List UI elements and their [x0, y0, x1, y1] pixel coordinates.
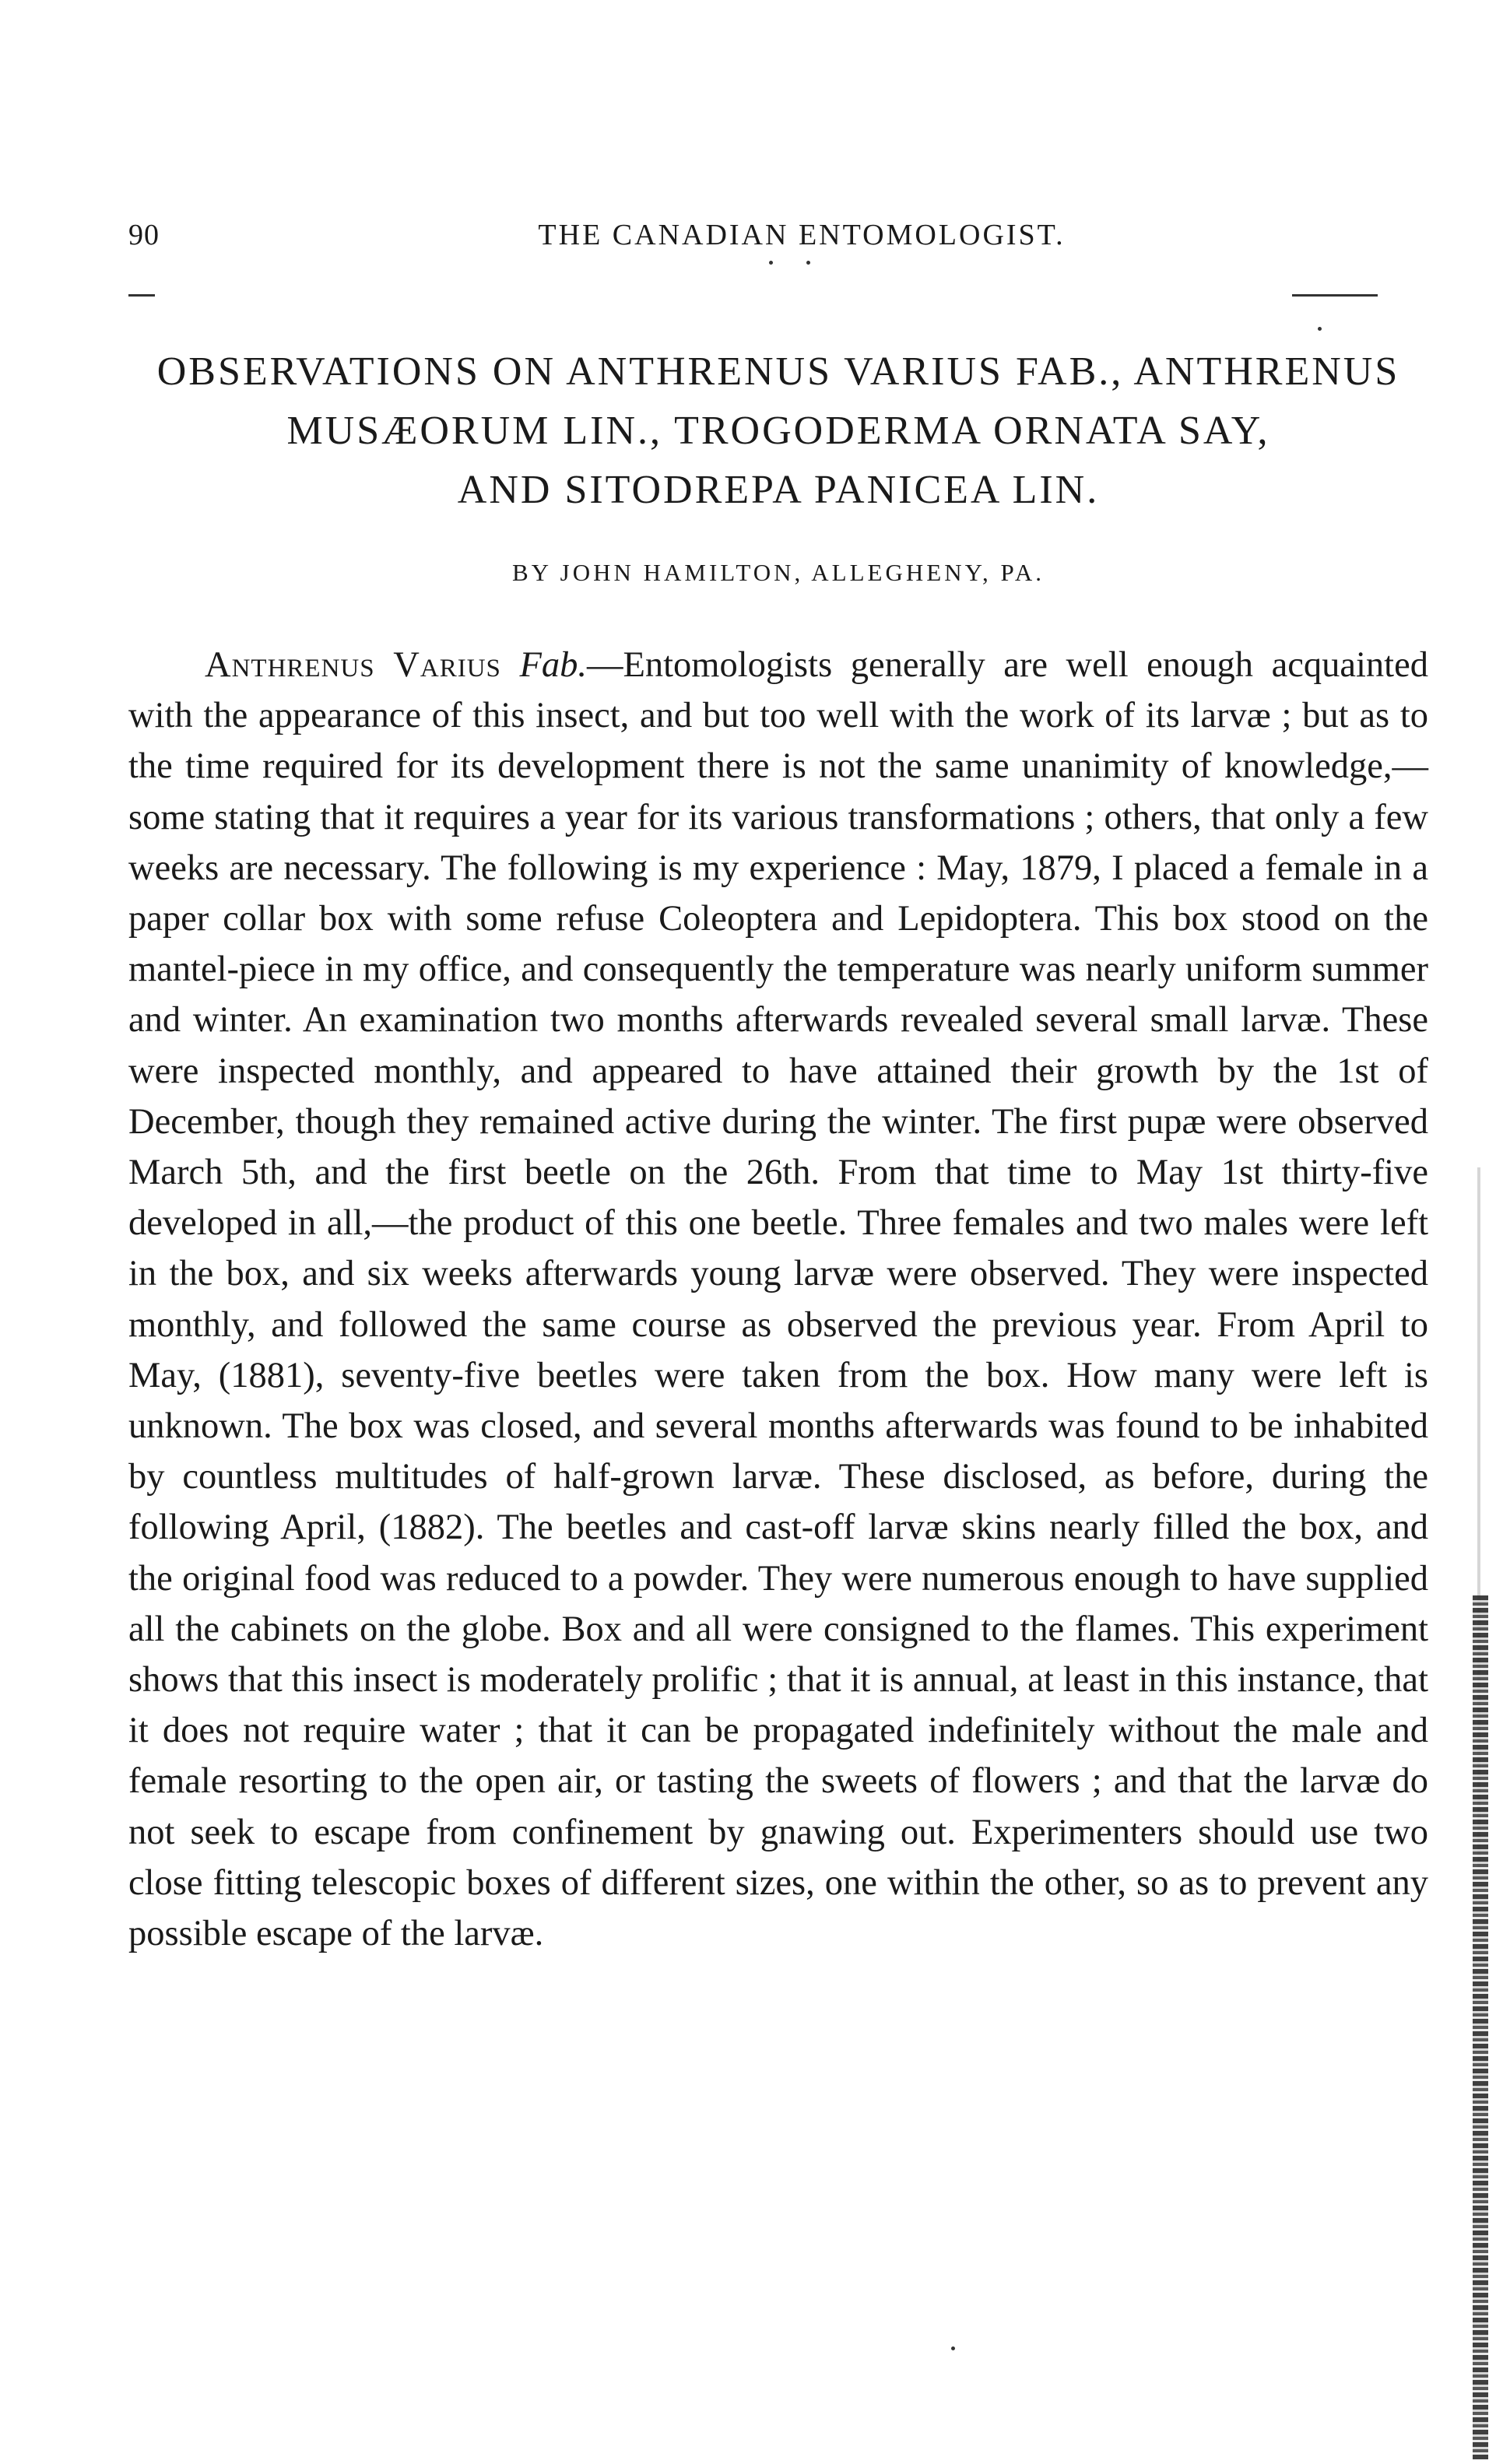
article-title-line: AND SITODREPA PANICEA LIN. [457, 468, 1100, 512]
page-edge-strip [1473, 1595, 1488, 2459]
article-title-line: OBSERVATIONS ON ANTHRENUS VARIUS FAB., ANTHRENUS [156, 349, 1400, 394]
header-dot [806, 261, 810, 265]
page-number: 90 [128, 219, 160, 251]
byline: BY JOHN HAMILTON, ALLEGHENY, PA. [511, 559, 1045, 586]
header-rule-left [128, 294, 155, 297]
footer-dot [951, 2346, 955, 2350]
article-body [128, 640, 1428, 1959]
lead-species-authority: Fab. [519, 645, 587, 685]
lead-species-name: Anthrenus Varius [205, 645, 501, 685]
article-title-line: MUSÆORUM LIN., TROGODERMA ORNATA SAY, [286, 409, 1270, 453]
header-dot [1318, 327, 1322, 331]
article-title [117, 342, 1440, 520]
header-rule-right [1292, 294, 1378, 297]
journal-title: THE CANADIAN ENTOMOLOGIST. [538, 219, 1066, 251]
running-head [128, 218, 1428, 265]
body-paragraph [128, 640, 1428, 1959]
body-paragraph-text: —Entomologists generally are well enough acquainted with the appearance of this insect, and but too well with the work of its larvæ ; but as to the time required for its development there is not the same unanimity of knowledge,—some stating that it requires a year for its various transformations ; others, that only a few weeks are necessary. The following is my experience : May, 1879, I placed a female in a paper collar box with some refuse Coleoptera and Lepidoptera. This box stood on the mantel-piece in my office, and consequently the temperature was nearly uniform summer and winter. An examination two months afterwards revealed several small larvæ. These were inspected monthly, and appeared to have attained their growth by the 1st of December, though they remained active during the winter. The first pupæ were observed March 5th, and the first beetle on the 26th. From that time to May 1st thirty-five developed in all,—the product of this one beetle. Three females and two males were left in the box, and six weeks afterwards young larvæ were observed. They were inspected monthly, and followed the same course as observed the previous year. From April to May, (1881), seventy-five beetles were taken from the box. How many were left is unknown. The box was closed, and several months afterwards was found to be inhabited by countless multitudes of half-grown larvæ. These disclosed, as before, during the following April, (1882). The beetles and cast-off larvæ skins nearly filled the box, and the original food was reduced to a powder. They were numerous enough to have supplied all the cabinets on the globe. Box and all were consigned to the flames. This experiment shows that this insect is moderately prolific ; that it is annual, at least in this instance, that it does not require water ; that it can be propagated indefinitely without the male and female resorting to the open air, or tasting the sweets of flowers ; and that the larvæ do not seek to escape from confinement by gnawing out. Experimenters should use two close fitting telescopic boxes of different sizes, one within the other, so as to prevent any possible escape of the larvæ. [128, 645, 1428, 1954]
header-dot [769, 261, 773, 265]
